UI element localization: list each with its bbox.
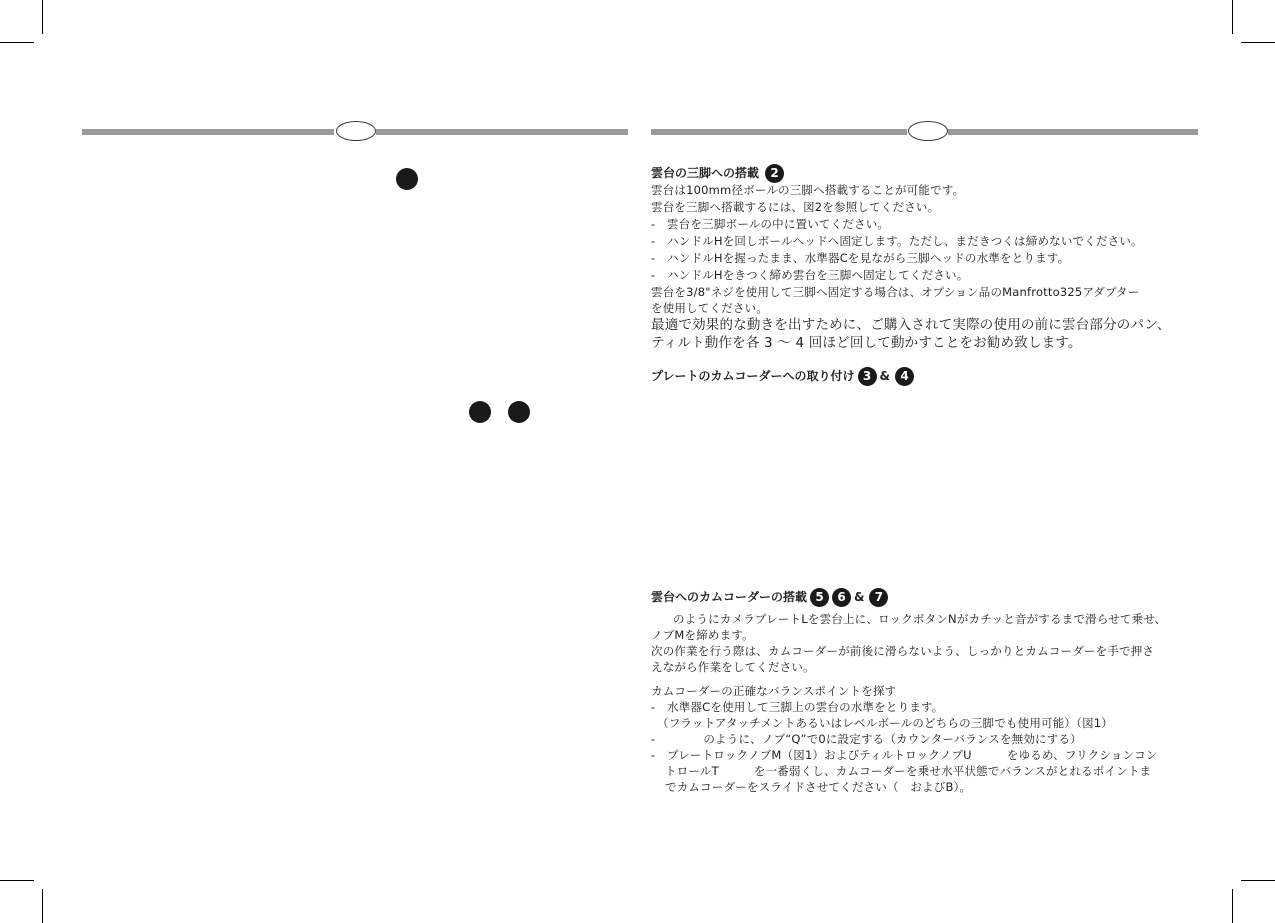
ampersand: & <box>879 369 890 383</box>
ampersand: & <box>854 590 865 604</box>
text-line: を使用してください。 <box>651 301 768 315</box>
text-line-wrap <box>651 611 1181 627</box>
crop-mark <box>1232 889 1233 923</box>
figure-badge: 3 <box>858 367 877 386</box>
heading-text: プレートのカムコーダーへの取り付け <box>651 369 855 383</box>
text-line: のようにカメラプレートLを雲台上に、ロックボタンNがカチッと音がするまで滑らせて乗せ、 <box>673 612 1167 626</box>
figure-marker <box>508 401 530 423</box>
crop-mark <box>1241 42 1275 43</box>
figure-marker <box>396 168 418 190</box>
list-item: - ハンドルHを握ったまま、水準器Cを見ながら三脚ヘッドの水準をとります。 <box>651 251 1070 265</box>
crop-mark <box>0 42 34 43</box>
figure-badge: 7 <box>869 588 888 607</box>
crop-mark <box>42 889 43 923</box>
heading-text: 雲台へのカムコーダーの搭載 <box>651 590 808 604</box>
left-page-number-oval <box>336 121 376 141</box>
balance-title: カムコーダーの正確なバランスポイントを探す <box>651 684 897 698</box>
crop-mark <box>1232 0 1233 34</box>
note-line: 最適で効果的な動きを出すために、ご購入されて実際の使用の前に雲台部分のパン、 <box>651 317 1171 333</box>
text-line: えながら作業をしてください。 <box>651 660 815 674</box>
text-line: ノブMを締めます。 <box>651 628 754 642</box>
heading-text: 雲台の三脚への搭載 <box>651 166 760 180</box>
list-item: - 水準器Cを使用して三脚上の雲台の水準をとります。 <box>651 700 944 714</box>
list-item-wrap <box>651 731 1181 747</box>
left-header-rule <box>82 129 334 135</box>
figure-marker <box>469 401 491 423</box>
right-header-rule <box>651 129 907 135</box>
right-page-number-oval <box>908 121 948 141</box>
figure-badge: 5 <box>810 588 829 607</box>
crop-mark <box>0 880 34 881</box>
list-item-continuation: （フラットアタッチメントあるいはレベルボールのどちらの三脚でも使用可能）（図1） <box>657 716 1113 730</box>
text-line: 雲台を三脚へ搭載するには、図2を参照してください。 <box>651 200 940 214</box>
list-item-continuation: でカムコーダーをスライドさせてください（ およびB）。 <box>665 780 972 794</box>
mounting-body <box>651 182 1181 352</box>
figure-badge: 6 <box>832 588 851 607</box>
list-item: - ハンドルHをきつく締め雲台を三脚へ固定してください。 <box>651 268 969 282</box>
text-line: 次の作業を行う際は、カムコーダーが前後に滑らないよう、しっかりとカムコーダーを手で押さ <box>651 644 1155 658</box>
text-line: 雲台は100mm径ボールの三脚へ搭載することが可能です。 <box>651 183 965 197</box>
dash: - <box>651 732 656 746</box>
list-item-continuation: トロールT を一番弱くし、カムコーダーを乗せ水平状態でバランスがとれるポイントま <box>665 764 1152 778</box>
crop-mark <box>42 0 43 34</box>
crop-mark <box>1241 880 1275 881</box>
section-heading-plate <box>651 366 914 386</box>
left-header-rule <box>376 129 628 135</box>
section-heading-camcorder <box>651 587 888 607</box>
list-item: のように、ノブ“Q”で0に設定する（カウンターバランスを無効にする） <box>703 732 1082 746</box>
list-item: - プレートロックノブM（図1）およびティルトロックノブU をゆるめ、フリクションコン <box>651 748 1158 762</box>
list-item: - ハンドルHを回しボールヘッドへ固定します。ただし、まだきつくは締めないでください。 <box>651 234 1143 248</box>
camcorder-body <box>651 611 1181 675</box>
figure-badge: 2 <box>765 164 784 183</box>
balance-body <box>651 683 1181 795</box>
figure-badge: 4 <box>895 367 914 386</box>
text-line: 雲台を3/8"ネジを使用して三脚へ固定する場合は、オプション品のManfrotto325アダプター <box>651 285 1140 299</box>
list-item: - 雲台を三脚ボールの中に置いてください。 <box>651 217 890 231</box>
note-line: ティルト動作を各 3 〜 4 回ほど回して動かすことをお勧め致します。 <box>651 335 1082 351</box>
right-header-rule <box>948 129 1198 135</box>
section-heading-mounting <box>651 163 784 183</box>
